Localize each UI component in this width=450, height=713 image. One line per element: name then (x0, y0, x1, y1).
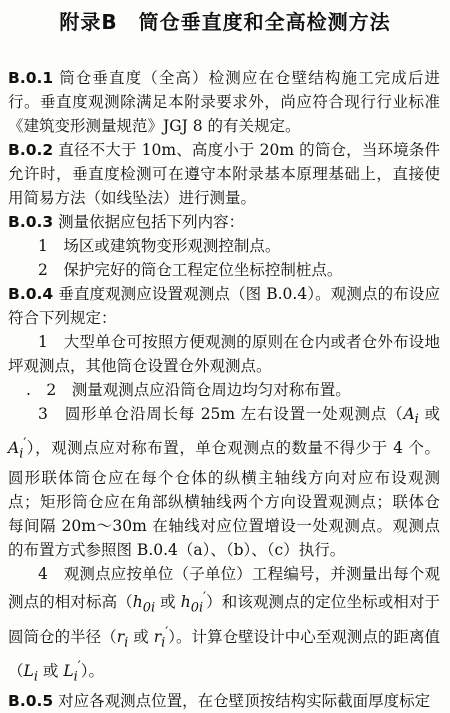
clause-number: B.0.5 (8, 692, 54, 711)
item-number: 1 (38, 237, 48, 255)
clause-text: 筒仓垂直度（全高）检测应在仓壁结构施工完成后进行。垂直度观测除满足本附录要求外，尚应符合现行行业标准《建筑变形测量规范》JGJ 8 的有关规定。 (8, 69, 440, 135)
list-item: . 2 测量观测点应沿筒仓周边均匀对称布置。 (26, 381, 351, 399)
document-body (8, 66, 440, 713)
item-number: 2 (38, 261, 48, 279)
clause-text: 垂直度观测应设置观测点（图 B.0.4）。观测点的布设应符合下列规定： (8, 285, 440, 327)
clause-number: B.0.1 (8, 69, 54, 87)
clause-b03 (8, 210, 440, 234)
clause-b05 (8, 689, 440, 713)
item-text: 场区或建筑物变形观测控制点。 (63, 237, 281, 255)
list-item: 3 圆形单仓沿周长每 25m 左右设置一处观测点（$A_i$ 或 $A_i'$），观测点应对称布置，单仓观测点的数量不得少于 4 个。圆形联体筒仓应在每个仓体的纵横主轴线方向对应布设观测点；矩形筒仓应在角部纵横轴线两个方向设置观测点；联体仓每间隔 20m～30m 在轴线对应位置增设一处观测点。观测点的布置方式参照图 B.0.4（a）、（b）、（c）执行。 (8, 405, 440, 560)
clause-text: 测量依据应包括下列内容： (58, 213, 245, 231)
clause-number: B.0.2 (8, 141, 54, 159)
list-item (8, 234, 440, 258)
clause-number: B.0.3 (8, 213, 54, 231)
clause-b04 (8, 282, 440, 330)
clause-text: 直径不大于 10m、高度小于 20m 的筒仓，当环境条件允许时，垂直度检测可在遵守本附录基本原理基础上，直接使用简易方法（如线坠法）进行测量。 (8, 141, 440, 207)
list-item: 4 观测点应按单位（子单位）工程编号，并测量出每个观测点的相对标高（$h_{0i}$ 或 $h_{0i}'$）和该观测点的定位坐标或相对于圆筒仓的半径（$r_i$ 或 $r_i'$）。计算仓壁设计中心至观测点的距离值（$L_i$ 或 $L_i'$）。 (8, 565, 440, 685)
list-item: 1 大型单仓可按照方便观测的原则在仓内或者仓外布设地坪观测点，其他筒仓设置仓外观测点。 (8, 333, 440, 375)
appendix-title: 附录B 筒仓垂直度和全高检测方法 (59, 10, 391, 34)
clause-b02 (8, 138, 440, 210)
clause-text: 对应各观测点位置，在仓壁顶按结构实际截面厚度标定 (58, 692, 431, 711)
clause-number: B.0.4 (8, 285, 54, 303)
item-text: 保护完好的筒仓工程定位坐标控制桩点。 (63, 261, 343, 279)
clause-b01 (8, 66, 440, 138)
list-item (8, 258, 440, 282)
